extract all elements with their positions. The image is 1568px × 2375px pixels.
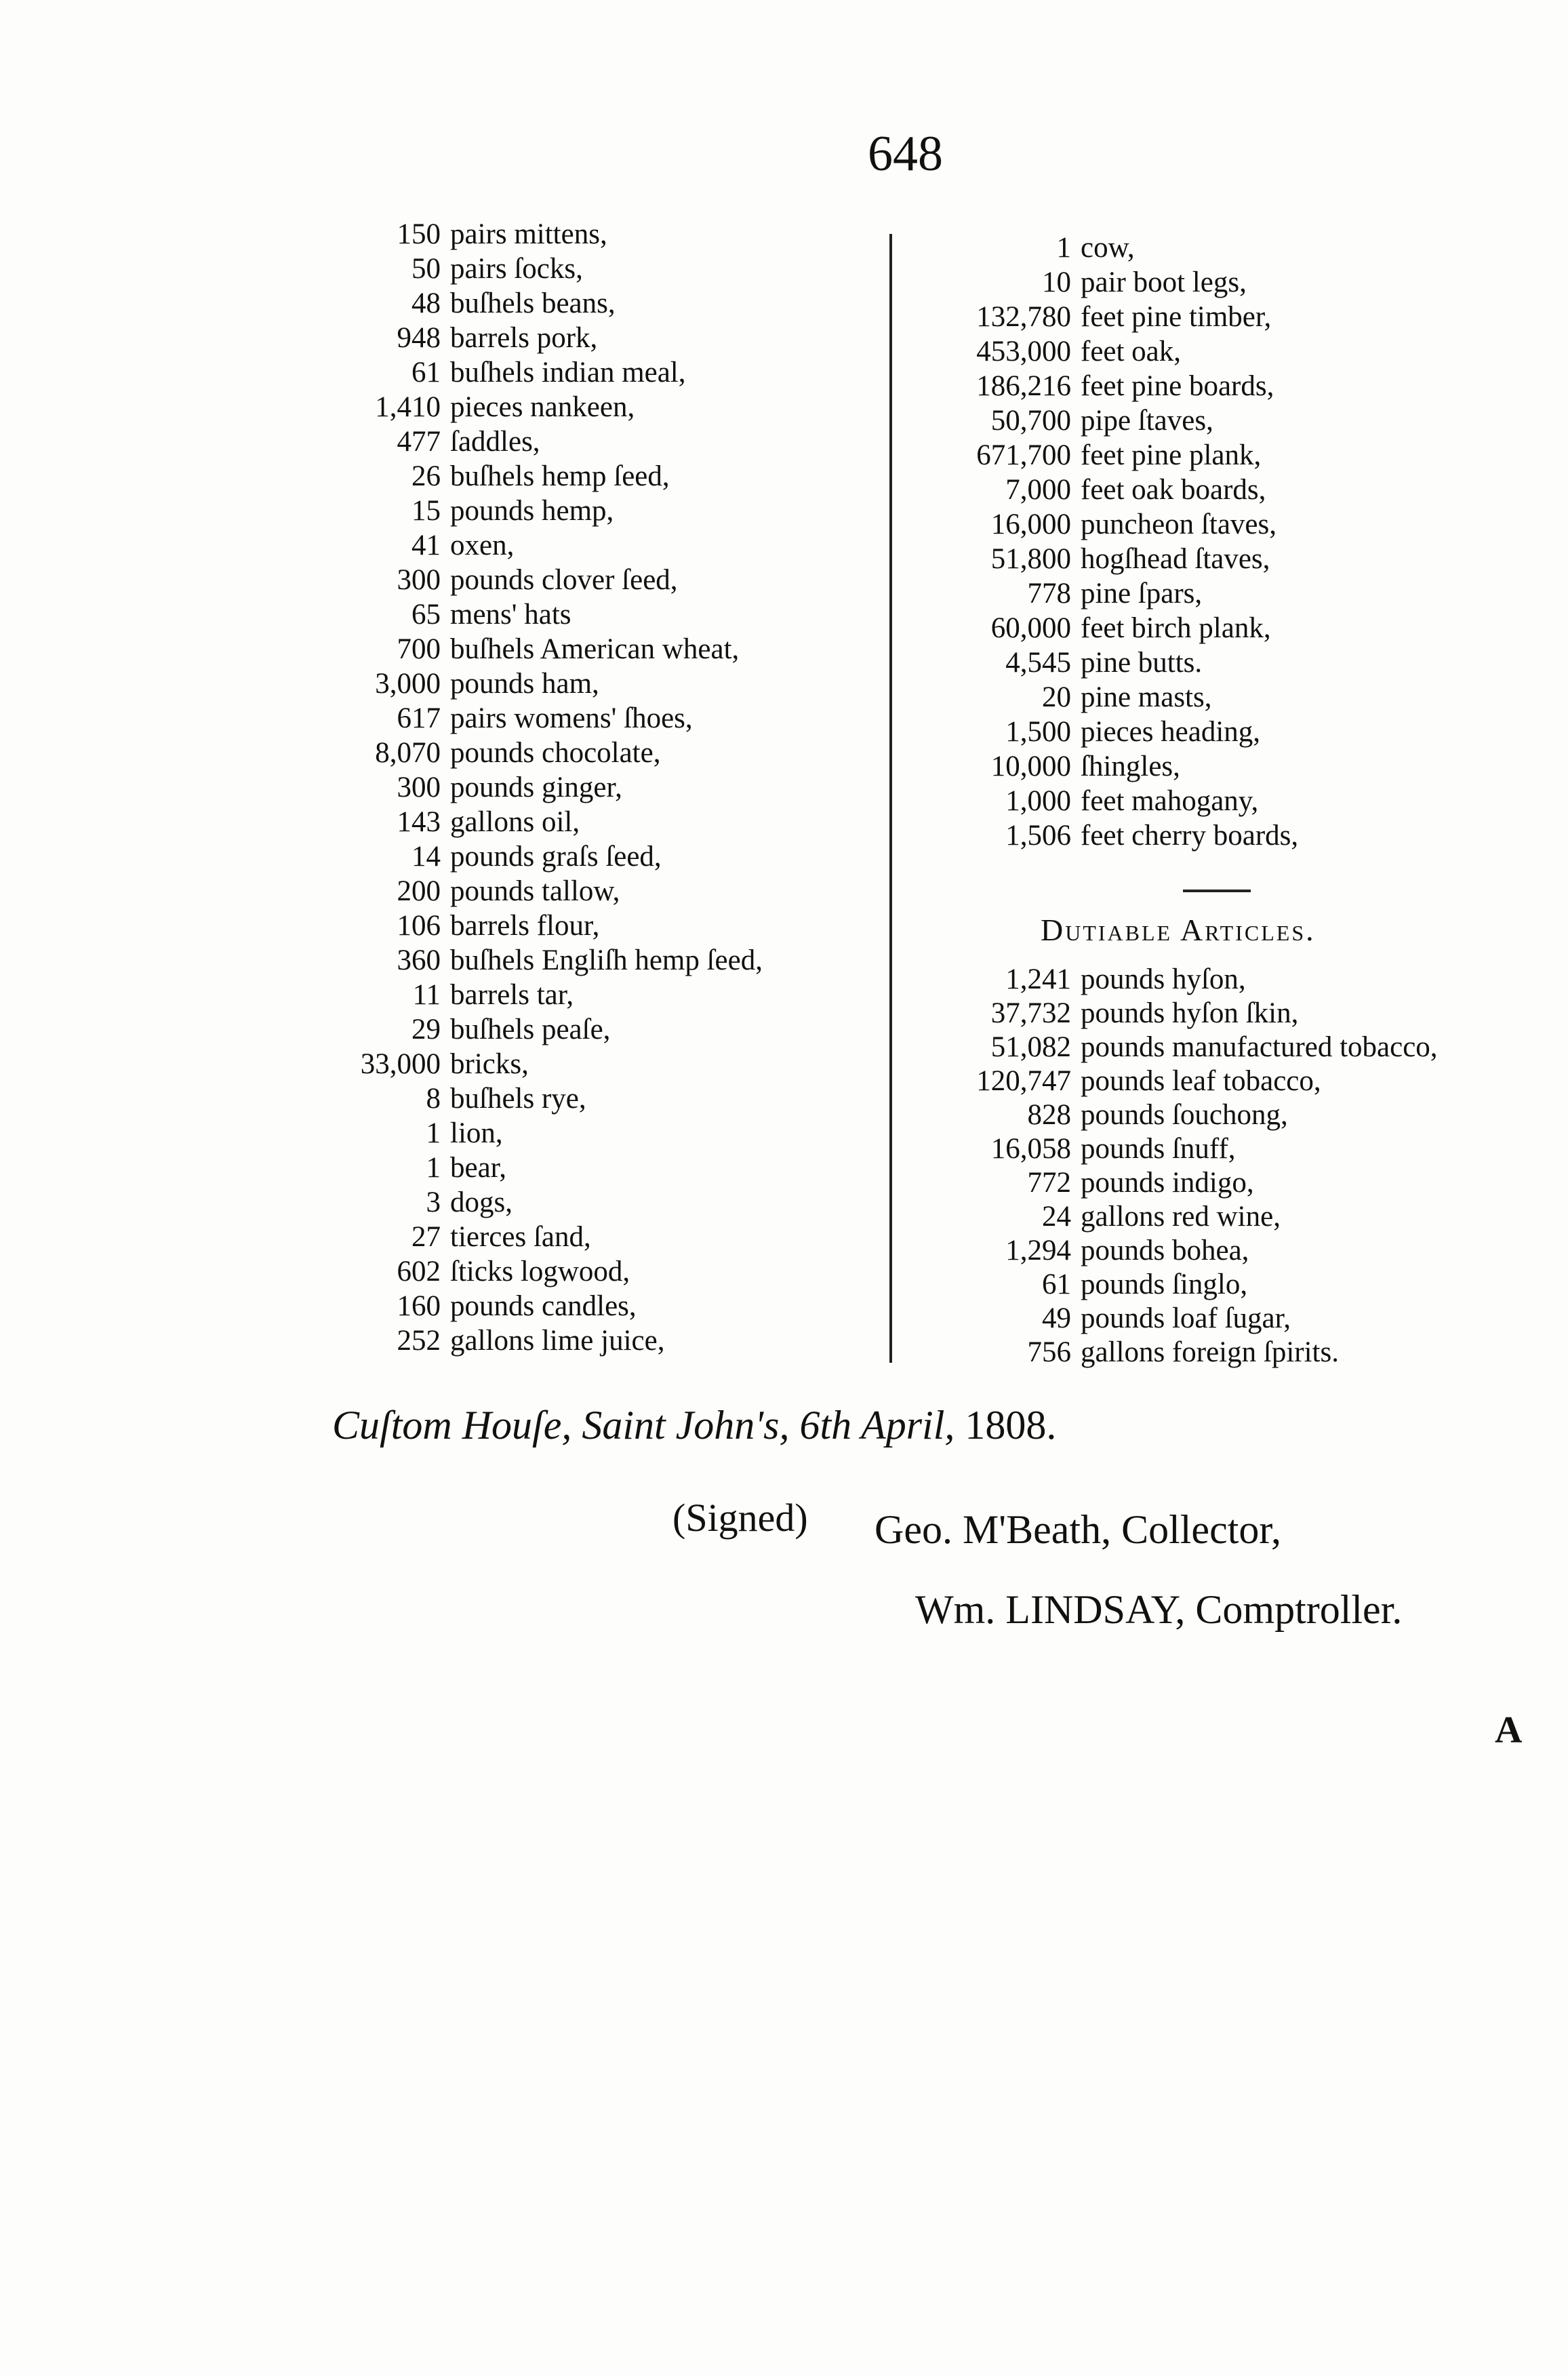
- list-item: [908, 749, 1519, 784]
- item-quantity: 65: [411, 599, 441, 631]
- item-description: pounds hyſon ſkin,: [1081, 997, 1299, 1029]
- list-item: [908, 334, 1519, 369]
- item-description: pounds ſnuff,: [1081, 1133, 1236, 1165]
- year-text: 1808.: [965, 1403, 1057, 1448]
- list-item: [908, 300, 1519, 334]
- item-quantity: 27: [411, 1221, 441, 1253]
- item-description: pounds loaf ſugar,: [1081, 1302, 1291, 1334]
- list-item: [908, 818, 1519, 853]
- list-item: [908, 542, 1519, 576]
- item-description: pounds ſinglo,: [1081, 1269, 1248, 1300]
- right-column-list: [908, 231, 1519, 853]
- place-date-text: Cuſtom Houſe, Saint John's, 6th April,: [332, 1403, 955, 1448]
- item-description: ſhingles,: [1081, 751, 1180, 782]
- item-quantity: 37,732: [990, 997, 1071, 1029]
- item-quantity: 29: [411, 1014, 441, 1045]
- item-description: feet pine plank,: [1081, 439, 1262, 471]
- list-item: [292, 874, 875, 909]
- list-item: [292, 1323, 875, 1358]
- item-description: buſhels rye,: [450, 1083, 586, 1115]
- item-quantity: 300: [397, 564, 441, 596]
- list-item: [292, 1220, 875, 1254]
- list-item: [908, 507, 1519, 542]
- item-quantity: 16,000: [990, 508, 1071, 540]
- item-quantity: 41: [411, 530, 441, 561]
- list-item: [292, 805, 875, 839]
- item-description: ſaddles,: [450, 426, 540, 458]
- item-quantity: 1,000: [1005, 785, 1071, 817]
- list-item: [292, 494, 875, 528]
- item-description: buſhels hemp ſeed,: [450, 460, 670, 492]
- item-description: pounds indigo,: [1081, 1167, 1254, 1199]
- list-item: [908, 1234, 1438, 1268]
- item-quantity: 948: [397, 322, 441, 354]
- item-description: cow,: [1081, 232, 1135, 264]
- list-item: [908, 611, 1519, 645]
- item-quantity: 828: [1027, 1099, 1071, 1131]
- item-description: pine ſpars,: [1081, 578, 1203, 610]
- list-item: [292, 217, 875, 252]
- list-item: [908, 963, 1438, 997]
- item-description: pounds tallow,: [450, 875, 620, 907]
- item-description: pounds ginger,: [450, 772, 622, 803]
- item-quantity: 756: [1027, 1336, 1071, 1368]
- dutiable-articles-heading: Dutiable Articles.: [1041, 913, 1316, 947]
- list-item: [908, 997, 1438, 1031]
- item-quantity: 51,082: [990, 1031, 1071, 1063]
- item-quantity: 671,700: [976, 439, 1071, 471]
- item-quantity: 11: [412, 979, 441, 1011]
- item-description: tierces ſand,: [450, 1221, 591, 1253]
- item-quantity: 4,545: [1005, 647, 1071, 679]
- item-quantity: 3: [426, 1186, 441, 1218]
- item-description: mens' hats: [450, 599, 571, 631]
- item-quantity: 132,780: [976, 301, 1071, 333]
- item-quantity: 61: [1042, 1269, 1071, 1300]
- item-description: pounds graſs ſeed,: [450, 841, 662, 873]
- item-description: buſhels indian meal,: [450, 357, 686, 388]
- item-quantity: 252: [397, 1325, 441, 1357]
- item-quantity: 477: [397, 426, 441, 458]
- item-description: pine butts.: [1081, 647, 1203, 679]
- item-quantity: 778: [1027, 578, 1071, 610]
- item-description: buſhels beans,: [450, 287, 616, 319]
- item-description: gallons oil,: [450, 806, 580, 838]
- item-quantity: 1,241: [1005, 963, 1071, 995]
- dutiable-articles-list: [908, 963, 1438, 1370]
- item-description: feet oak,: [1081, 336, 1182, 367]
- list-item: [292, 736, 875, 770]
- item-quantity: 24: [1042, 1201, 1071, 1233]
- list-item: [292, 390, 875, 424]
- item-description: gallons foreign ſpirits.: [1081, 1336, 1339, 1368]
- item-description: pounds manufactured tobacco,: [1081, 1031, 1438, 1063]
- list-item: [292, 666, 875, 701]
- item-quantity: 602: [397, 1256, 441, 1288]
- list-item: [292, 770, 875, 805]
- list-item: [292, 355, 875, 390]
- item-quantity: 453,000: [976, 336, 1071, 367]
- item-description: pairs mittens,: [450, 218, 607, 250]
- item-quantity: 33,000: [360, 1048, 441, 1080]
- item-description: feet cherry boards,: [1081, 820, 1299, 852]
- item-quantity: 1,410: [375, 391, 441, 423]
- list-item: [292, 528, 875, 563]
- item-description: pounds leaf tobacco,: [1081, 1065, 1321, 1097]
- list-item: [908, 576, 1519, 611]
- list-item: [908, 369, 1519, 403]
- item-description: hogſhead ſtaves,: [1081, 543, 1270, 575]
- list-item: [292, 252, 875, 286]
- item-description: lion,: [450, 1117, 503, 1149]
- list-item: [292, 1012, 875, 1047]
- item-quantity: 1: [426, 1152, 441, 1184]
- list-item: [908, 403, 1519, 438]
- item-quantity: 10: [1042, 266, 1071, 298]
- item-description: pounds clover ſeed,: [450, 564, 678, 596]
- list-item: [908, 1200, 1438, 1234]
- page-number: 648: [868, 126, 943, 182]
- column-divider: [889, 234, 892, 1363]
- catchword: A: [1495, 1709, 1523, 1751]
- item-quantity: 360: [397, 944, 441, 976]
- list-item: [908, 715, 1519, 749]
- item-quantity: 120,747: [976, 1065, 1071, 1097]
- section-divider: [1183, 890, 1251, 892]
- signed-label: (Signed): [672, 1496, 808, 1540]
- item-quantity: 700: [397, 633, 441, 665]
- list-item: [292, 1254, 875, 1289]
- left-column-list: [292, 217, 875, 1358]
- item-description: ſticks logwood,: [450, 1256, 630, 1288]
- item-description: feet pine timber,: [1081, 301, 1272, 333]
- item-quantity: 1: [1056, 232, 1071, 264]
- comptroller-signature: Wm. LINDSAY, Comptroller.: [915, 1587, 1403, 1632]
- item-quantity: 200: [397, 875, 441, 907]
- item-description: pieces nankeen,: [450, 391, 635, 423]
- item-description: pine masts,: [1081, 681, 1212, 713]
- list-item: [908, 1166, 1438, 1200]
- item-quantity: 143: [397, 806, 441, 838]
- item-quantity: 50: [411, 253, 441, 285]
- item-description: pounds hyſon,: [1081, 963, 1246, 995]
- list-item: [908, 645, 1519, 680]
- list-item: [908, 438, 1519, 473]
- item-description: bear,: [450, 1152, 507, 1184]
- item-description: pipe ſtaves,: [1081, 405, 1213, 437]
- item-description: buſhels American wheat,: [450, 633, 740, 665]
- list-item: [908, 1336, 1438, 1370]
- item-description: bricks,: [450, 1048, 529, 1080]
- item-quantity: 48: [411, 287, 441, 319]
- list-item: [292, 1047, 875, 1081]
- place-date-line: [332, 1402, 1056, 1449]
- item-description: barrels tar,: [450, 979, 574, 1011]
- list-item: [292, 424, 875, 459]
- list-item: [908, 1302, 1438, 1336]
- list-item: [292, 909, 875, 943]
- item-description: feet pine boards,: [1081, 370, 1274, 402]
- list-item: [292, 701, 875, 736]
- item-description: dogs,: [450, 1186, 512, 1218]
- item-description: feet oak boards,: [1081, 474, 1266, 506]
- list-item: [292, 1081, 875, 1116]
- list-item: [908, 680, 1519, 715]
- item-quantity: 7,000: [1005, 474, 1071, 506]
- list-item: [908, 265, 1519, 300]
- list-item: [908, 473, 1519, 507]
- item-description: feet birch plank,: [1081, 612, 1271, 644]
- item-description: pounds chocolate,: [450, 737, 661, 769]
- list-item: [292, 1116, 875, 1151]
- list-item: [292, 597, 875, 632]
- list-item: [292, 459, 875, 494]
- list-item: [292, 943, 875, 978]
- item-quantity: 16,058: [990, 1133, 1071, 1165]
- item-description: feet mahogany,: [1081, 785, 1259, 817]
- item-quantity: 160: [397, 1290, 441, 1322]
- item-quantity: 26: [411, 460, 441, 492]
- item-description: gallons lime juice,: [450, 1325, 665, 1357]
- item-quantity: 50,700: [990, 405, 1071, 437]
- item-description: puncheon ſtaves,: [1081, 508, 1276, 540]
- item-description: pounds ham,: [450, 668, 599, 700]
- item-quantity: 1: [426, 1117, 441, 1149]
- item-description: barrels pork,: [450, 322, 598, 354]
- item-description: gallons red wine,: [1081, 1201, 1281, 1233]
- item-quantity: 61: [411, 357, 441, 388]
- item-quantity: 150: [397, 218, 441, 250]
- item-quantity: 8,070: [375, 737, 441, 769]
- item-quantity: 8: [426, 1083, 441, 1115]
- item-quantity: 300: [397, 772, 441, 803]
- item-quantity: 14: [411, 841, 441, 873]
- list-item: [908, 1268, 1438, 1302]
- item-quantity: 186,216: [976, 370, 1071, 402]
- item-description: pounds ſouchong,: [1081, 1099, 1288, 1131]
- item-quantity: 3,000: [375, 668, 441, 700]
- item-quantity: 772: [1027, 1167, 1071, 1199]
- item-quantity: 617: [397, 702, 441, 734]
- item-description: pairs ſocks,: [450, 253, 583, 285]
- item-quantity: 15: [411, 495, 441, 527]
- item-description: pair boot legs,: [1081, 266, 1247, 298]
- list-item: [292, 1151, 875, 1185]
- item-quantity: 49: [1042, 1302, 1071, 1334]
- item-quantity: 106: [397, 910, 441, 942]
- list-item: [908, 1098, 1438, 1132]
- item-description: buſhels Engliſh hemp ſeed,: [450, 944, 763, 976]
- item-quantity: 1,294: [1005, 1235, 1071, 1266]
- item-quantity: 20: [1042, 681, 1071, 713]
- item-quantity: 60,000: [990, 612, 1071, 644]
- item-quantity: 1,506: [1005, 820, 1071, 852]
- list-item: [292, 978, 875, 1012]
- list-item: [292, 563, 875, 597]
- item-description: buſhels peaſe,: [450, 1014, 611, 1045]
- list-item: [908, 1031, 1438, 1064]
- item-description: pounds candles,: [450, 1290, 637, 1322]
- collector-signature: Geo. M'Beath, Collector,: [875, 1507, 1281, 1552]
- item-quantity: 1,500: [1005, 716, 1071, 748]
- item-description: pounds bohea,: [1081, 1235, 1249, 1266]
- list-item: [292, 1185, 875, 1220]
- list-item: [292, 632, 875, 666]
- list-item: [292, 321, 875, 355]
- item-description: pairs womens' ſhoes,: [450, 702, 693, 734]
- list-item: [292, 1289, 875, 1323]
- list-item: [292, 286, 875, 321]
- item-description: pieces heading,: [1081, 716, 1261, 748]
- list-item: [292, 839, 875, 874]
- item-quantity: 51,800: [990, 543, 1071, 575]
- item-description: barrels flour,: [450, 910, 600, 942]
- list-item: [908, 231, 1519, 265]
- list-item: [908, 1064, 1438, 1098]
- item-description: oxen,: [450, 530, 515, 561]
- item-quantity: 10,000: [990, 751, 1071, 782]
- item-description: pounds hemp,: [450, 495, 614, 527]
- list-item: [908, 1132, 1438, 1166]
- list-item: [908, 784, 1519, 818]
